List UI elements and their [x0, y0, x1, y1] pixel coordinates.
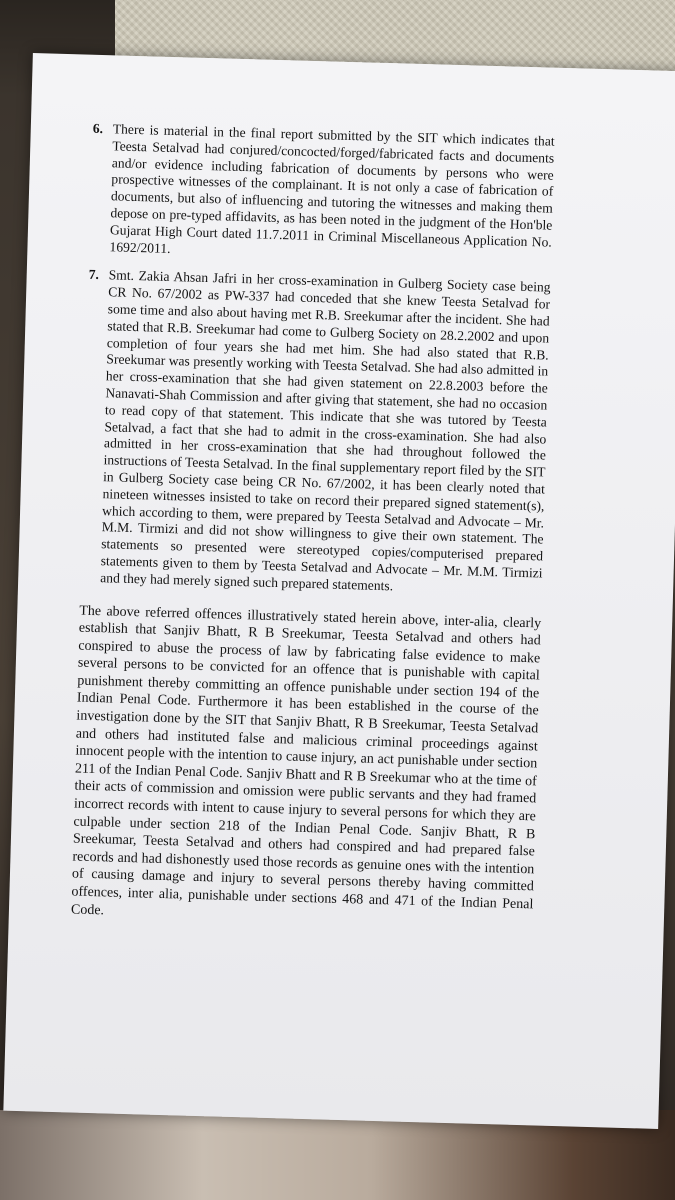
numbered-paragraph-6 [89, 121, 555, 268]
closing-paragraph: The above referred offences illustratively stated herein above, inter-alia, clearly establish that Sanjiv Bhatt, R B Sreekumar, Teesta Setalvad and others had conspired to abuse the process of law by fabricating false evidence to make several persons to be convicted for an offence that is punishable with capital punishment thereby committing an offence punishable under section 194 of the Indian Penal Code. Furthermore it has been established in the course of the investigation done by the SIT that Sanjiv Bhatt, R B Sreekumar, Teesta Setalvad and others had instituted false and malicious criminal proceedings against innocent people with the intention to cause injury, an act punishable under section 211 of the Indian Penal Code. Sanjiv Bhatt and R B Sreekumar who at the time of their acts of commission and omission were public servants and they had framed incorrect records with intent to cause injury to several persons for which they are culpable under section 218 of the Indian Penal Code. Sanjiv Bhatt, R B Sreekumar, Teesta Setalvad and others had conspired and had prepared false records and had dishonestly used those records as genuine ones with the intention of causing damage and injury to several persons thereby having committed offences, inter alia, punishable under sections 468 and 471 of the Indian Penal Code. [70, 603, 542, 918]
numbered-paragraph-7 [80, 267, 551, 599]
paragraph-number: 7. [88, 267, 100, 283]
paragraph-text: Smt. Zakia Ahsan Jafri in her cross-examination in Gulberg Society case being CR No. 67/2002 as PW-337 had conceded that she knew Teesta Setalvad for some time and also about having met R.B. Sreekumar after the incident. She had stated that R.B. Sreekumar had come to Gulberg Society on 28.2.2002 and upon completion of four years she had met him. She had also stated that R.B. Sreekumar was presently working with Teesta Setalvad. She had also admitted in her cross-examination that she had given statement on 22.8.2003 before the Nanavati-Shah Commission and after giving that statement, she had no occasion to read copy of that statement. This indicate that she was tutored by Teesta Setalvad, a fact that she had to admit in the cross-examination. She had also admitted in her cross-examination that she had throughout followed the instructions of Teesta Setalvad. In the final supplementary report filed by the SIT in Gulberg Society case being CR No. 67/2002, it has been clearly noted that nineteen witnesses insisted to take on record their prepared signed statement(s), which according to them, were prepared by Teesta Setalvad and Advocate – Mr. M.M. Tirmizi and did not show willingness to give their own statement. The statements so presented were stereotyped copies/computerised prepared statements given to them by Teesta Setalvad and Advocate – Mr. M.M. Tirmizi and they had merely signed such prepared statements. [100, 267, 551, 594]
document-body [70, 121, 554, 946]
document-page [3, 53, 675, 1129]
paragraph-number: 6. [92, 120, 104, 137]
paragraph-text: There is material in the final report submitted by the SIT which indicates that Teesta Setalvad had conjured/concocted/forged/fabricated facts and documents and/or evidence including fabrication of documents by persons who were prospective witnesses of the complainant. It is not only a case of fabrication of documents, but also of influencing and tutoring the witnesses and making them depose on pre-typed affidavits, as has been noted in the judgment of the Hon'ble Gujarat High Court dated 11.7.2011 in Criminal Miscellaneous Application No. 1692/2011. [109, 121, 555, 256]
